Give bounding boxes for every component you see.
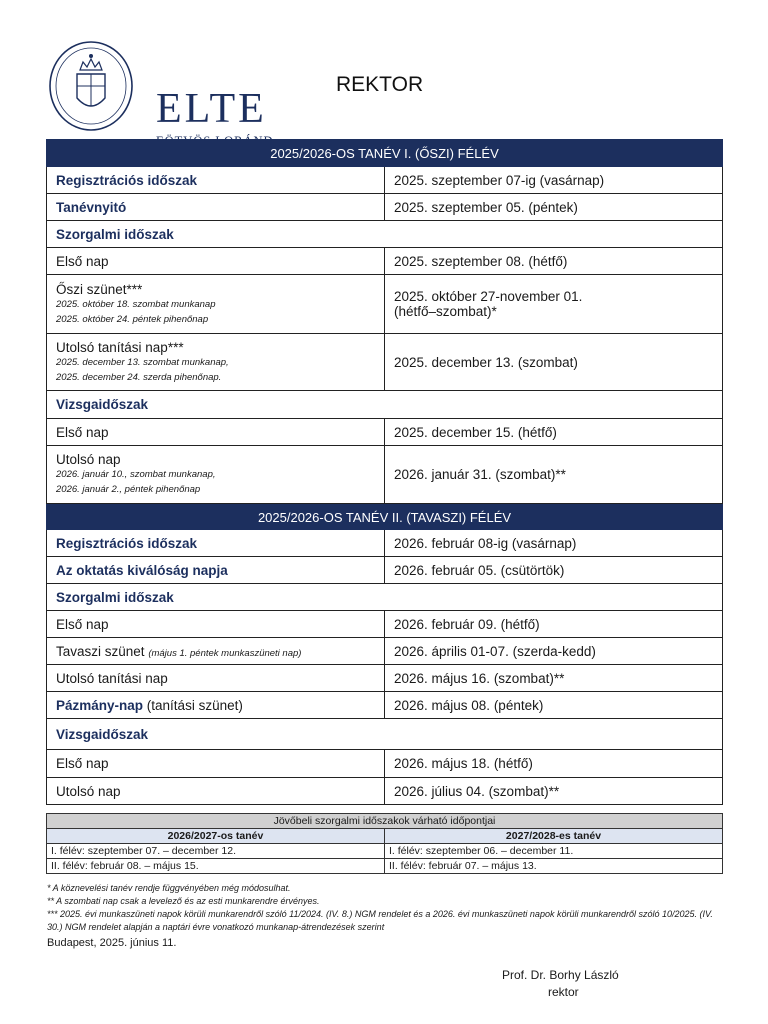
opening-value: 2025. szeptember 05. (péntek) [385,194,723,221]
footnotes [47,882,727,934]
future-col-1-sem-1: I. félév: szeptember 07. – december 12. [47,844,385,859]
exam-first-day-value: 2025. december 15. (hétfő) [385,419,723,446]
table-row [47,167,723,194]
registration-value: 2025. szeptember 07-ig (vasárnap) [385,167,723,194]
footnote-1: * A köznevelési tanév rendje függvényében még módosulhat. [47,883,291,893]
first-day-value: 2026. február 09. (hétfő) [385,611,723,638]
exam-last-day-cell [47,446,385,504]
exam-last-day-note-1: 2026. január 10., szombat munkanap, [56,469,216,480]
table-row [47,194,723,221]
semester-1-heading-row [47,140,723,167]
exam-period-heading: Vizsgaidőszak [47,719,723,750]
table-row [47,419,723,446]
pazmany-day-cell [47,692,385,719]
signatory-name: Prof. Dr. Borhy László [502,968,619,982]
table-row [47,584,723,611]
last-teaching-day-value: 2025. december 13. (szombat) [385,334,723,391]
semester-2-table [46,504,723,805]
table-row [47,719,723,750]
future-periods-table [46,813,723,874]
future-col-2-header: 2027/2028-es tanév [385,829,723,844]
table-row [47,334,723,391]
excellence-day-value: 2026. február 05. (csütörtök) [385,557,723,584]
autumn-break-cell [47,275,385,334]
autumn-break-value-line-1: 2025. október 27-november 01. [394,289,583,304]
pazmany-day-value: 2026. május 08. (péntek) [385,692,723,719]
table-row [47,611,723,638]
study-period-heading: Szorgalmi időszak [47,584,723,611]
first-day-label: Első nap [47,248,385,275]
future-title: Jövőbeli szorgalmi időszakok várható időpontjai [47,814,723,829]
autumn-break-value [385,275,723,334]
last-teaching-day-label: Utolsó tanítási nap*** [56,339,184,355]
last-teaching-day-note-1: 2025. december 13. szombat munkanap, [56,356,229,368]
footnote-2: ** A szombati nap csak a levelező és az esti munkarendre érvényes. [47,896,320,906]
autumn-break-note-2: 2025. október 24. péntek pihenőnap [56,313,209,325]
table-row [47,275,723,334]
opening-label: Tanévnyitó [47,194,385,221]
first-day-label: Első nap [47,611,385,638]
university-seal-icon [47,40,135,132]
registration-label: Regisztrációs időszak [47,167,385,194]
semester-1-table [46,139,723,504]
spring-break-label: Tavaszi szünet [56,643,145,659]
table-row [47,638,723,665]
future-col-2-sem-1: I. félév: szeptember 06. – december 11. [385,844,723,859]
table-row [47,665,723,692]
exam-last-day-label: Utolsó nap [56,452,121,467]
spring-break-note: (május 1. péntek munkaszüneti nap) [148,647,302,659]
registration-value: 2026. február 08-ig (vasárnap) [385,530,723,557]
future-title-row [47,814,723,829]
semester-2-heading: 2025/2026-OS TANÉV II. (TAVASZI) FÉLÉV [47,505,723,530]
autumn-break-value-line-2: (hétfő–szombat)* [394,304,497,319]
future-col-1-header: 2026/2027-os tanév [47,829,385,844]
exam-last-day-value: 2026. január 31. (szombat)** [385,446,723,504]
table-row [47,391,723,419]
exam-first-day-label: Első nap [47,419,385,446]
excellence-day-label: Az oktatás kiválóság napja [47,557,385,584]
future-col-1-sem-2: II. félév: február 08. – május 15. [47,859,385,874]
table-row [47,750,723,778]
spring-break-value: 2026. április 01-07. (szerda-kedd) [385,638,723,665]
future-col-2-sem-2: II. félév: február 07. – május 13. [385,859,723,874]
table-row [47,248,723,275]
registration-label: Regisztrációs időszak [47,530,385,557]
table-row [47,530,723,557]
exam-last-day-note-2: 2026. január 2., péntek pihenőnap [56,484,201,495]
last-teaching-day-value: 2026. május 16. (szombat)** [385,665,723,692]
exam-period-heading: Vizsgaidőszak [47,391,723,419]
first-day-value: 2025. szeptember 08. (hétfő) [385,248,723,275]
table-row [47,221,723,248]
page-title: REKTOR [336,73,424,96]
study-period-heading: Szorgalmi időszak [47,221,723,248]
autumn-break-label: Őszi szünet*** [56,281,143,297]
pazmany-day-suffix: (tanítási szünet) [146,697,243,713]
last-teaching-day-note-2: 2025. december 24. szerda pihenőnap. [56,371,222,383]
semester-2-heading-row [47,505,723,530]
exam-first-day-label: Első nap [47,750,385,778]
last-teaching-day-cell [47,334,385,391]
last-teaching-day-label: Utolsó tanítási nap [47,665,385,692]
footnote-3: *** 2025. évi munkaszüneti napok körüli munkarendről szóló 11/2024. (IV. 8.) NGM rendelet és a 2026. évi munkaszüneti napok körüli munkarendről szóló 10/2025. (IV. 30.) NGM rendelet alapján a naptári évre vonatkozó munkanap-átrendezések szerint [47,909,713,932]
table-row [47,778,723,805]
exam-first-day-value: 2026. május 18. (hétfő) [385,750,723,778]
elte-logo [47,40,277,132]
logo-name: ELTE [156,86,267,132]
table-row [47,557,723,584]
signatory-title: rektor [548,985,579,999]
table-row [47,692,723,719]
pazmany-day-label: Pázmány-nap [56,697,144,713]
table-row [47,844,723,859]
table-row [47,859,723,874]
table-row [47,446,723,504]
autumn-break-note-1: 2025. október 18. szombat munkanap [56,298,216,310]
spring-break-cell [47,638,385,665]
future-header-row [47,829,723,844]
semester-1-heading: 2025/2026-OS TANÉV I. (ŐSZI) FÉLÉV [47,140,723,167]
exam-last-day-value: 2026. július 04. (szombat)** [385,778,723,805]
place-date: Budapest, 2025. június 11. [47,937,177,949]
exam-last-day-label: Utolsó nap [47,778,385,805]
